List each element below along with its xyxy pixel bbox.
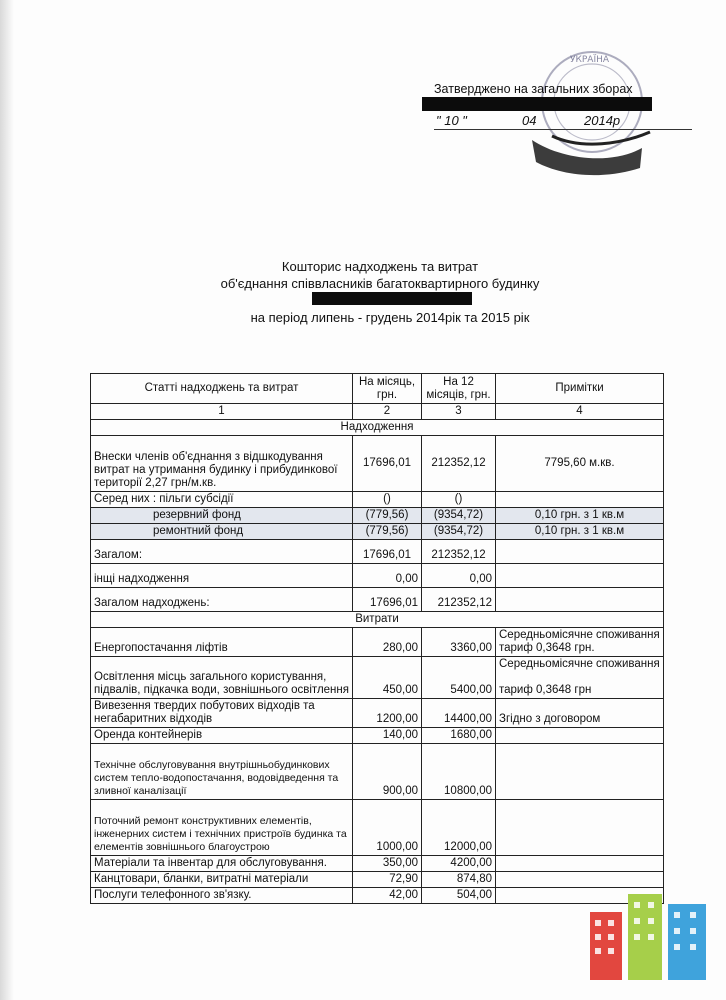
table-row [91,508,664,524]
buildings-logo-icon [590,892,706,980]
section-income-title: Надходження [91,420,664,436]
row-name: Вивезення твердих побутових відходів та негабаритних відходів [91,699,353,728]
period-line: на період липень - грудень 2014рік та 2015 рік [250,310,530,325]
row-name: Серед них : пільги субсідії [91,492,353,508]
row-month: 42,00 [353,888,422,904]
approval-year: 2014р [584,113,621,128]
row-note: 7795,60 м.кв. [496,436,664,492]
row-note [496,588,664,612]
row-note [496,856,664,872]
header-articles: Статті надходжень та витрат [91,374,353,404]
row-note [496,728,664,744]
row-year: 5400,00 [422,657,496,699]
row-note: Середньомісячне споживання тариф 0,3648 грн. [496,628,664,657]
section-expense-title: Витрати [91,612,664,628]
row-note [496,564,664,588]
table-row [91,856,664,872]
scan-edge [0,0,14,1000]
table-row [91,728,664,744]
row-month: 17696,01 [353,436,422,492]
table-row [91,436,664,492]
header-notes: Примітки [496,374,664,404]
estimate-table [90,373,664,904]
section-income-row [91,420,664,436]
redaction-bar [422,97,652,111]
approval-month: 04 [522,113,537,128]
row-note [496,492,664,508]
row-month: 140,00 [353,728,422,744]
approval-date [434,113,692,130]
row-month: (779,56) [353,508,422,524]
table-header-row [91,374,664,404]
row-year: (9354,72) [422,524,496,540]
row-month: 350,00 [353,856,422,872]
row-year: 0,00 [422,564,496,588]
row-name: Технічне обслуговування внутрішньобудинкових систем тепло-водопостачання, водовідведення та зливної каналізації [91,744,353,800]
row-note: 0,10 грн. з 1 кв.м [496,524,664,540]
svg-text:УКРАЇНА: УКРАЇНА [570,55,610,65]
row-name: Енергопостачання ліфтів [91,628,353,657]
row-year: () [422,492,496,508]
row-year: 212352,12 [422,436,496,492]
table-row [91,588,664,612]
table-row [91,872,664,888]
row-year: 4200,00 [422,856,496,872]
table-row [91,744,664,800]
document-heading [200,258,560,292]
row-name: Оренда контейнерів [91,728,353,744]
row-month: 17696,01 [353,540,422,564]
heading-line2: об'єднання співвласників багатоквартирного будинку [220,276,540,291]
table-row [91,699,664,728]
row-name: Освітлення місць загального користування, підвалів, підкачка води, зовнішнього освітлення [91,657,353,699]
col-number: 4 [496,404,664,420]
redaction-bar-address [312,292,472,305]
row-month: 72,90 [353,872,422,888]
row-name: резервний фонд [91,508,353,524]
row-year: 212352,12 [422,588,496,612]
row-note: Згідно з договором [496,699,664,728]
row-month: 900,00 [353,744,422,800]
row-month: 17696,01 [353,588,422,612]
row-year: 3360,00 [422,628,496,657]
row-note [496,800,664,856]
row-name: Канцтовари, бланки, витратні матеріали [91,872,353,888]
row-name: Поточний ремонт конструктивних елементів, інженерних систем і технічних пристроїв будинка та елементів зовнішнього благоустрою [91,800,353,856]
row-name: ремонтний фонд [91,524,353,540]
row-month: 280,00 [353,628,422,657]
header-per-year: На 12 місяців, грн. [422,374,496,404]
row-month: 0,00 [353,564,422,588]
row-note [496,540,664,564]
header-per-month: На місяць, грн. [353,374,422,404]
row-year: 874,80 [422,872,496,888]
row-name: Послуги телефонного зв'язку. [91,888,353,904]
row-year: (9354,72) [422,508,496,524]
row-year: 1680,00 [422,728,496,744]
row-name: Загалом: [91,540,353,564]
table-row [91,888,664,904]
row-note [496,872,664,888]
row-month: 1200,00 [353,699,422,728]
approval-day: " 10 " [436,113,467,128]
row-name: інщі надходження [91,564,353,588]
table-row [91,540,664,564]
row-year: 10800,00 [422,744,496,800]
row-year: 14400,00 [422,699,496,728]
row-note: Середньомісячне споживання тариф 0,3648 грн [496,657,664,699]
row-name: Матеріали та інвентар для обслуговування. [91,856,353,872]
table-row [91,564,664,588]
col-number: 2 [353,404,422,420]
row-year: 12000,00 [422,800,496,856]
row-month: (779,56) [353,524,422,540]
row-year: 212352,12 [422,540,496,564]
row-month: 450,00 [353,657,422,699]
row-note: 0,10 грн. з 1 кв.м [496,508,664,524]
col-number: 3 [422,404,496,420]
row-month: 1000,00 [353,800,422,856]
row-note [496,744,664,800]
heading-line1: Кошторис надходжень та витрат [281,259,479,274]
table-row [91,657,664,699]
approval-block [434,82,692,98]
table-number-row [91,404,664,420]
table-row [91,492,664,508]
table-row [91,628,664,657]
approval-text: Затверджено на загальних зборах [434,82,633,96]
col-number: 1 [91,404,353,420]
row-month: () [353,492,422,508]
row-year: 504,00 [422,888,496,904]
table-row [91,800,664,856]
row-name: Загалом надходжень: [91,588,353,612]
row-name: Внески членів об'єднання з відшкодування витрат на утримання будинку і прибудинкової території 2,27 грн/м.кв. [91,436,353,492]
section-expense-row [91,612,664,628]
table-row [91,524,664,540]
